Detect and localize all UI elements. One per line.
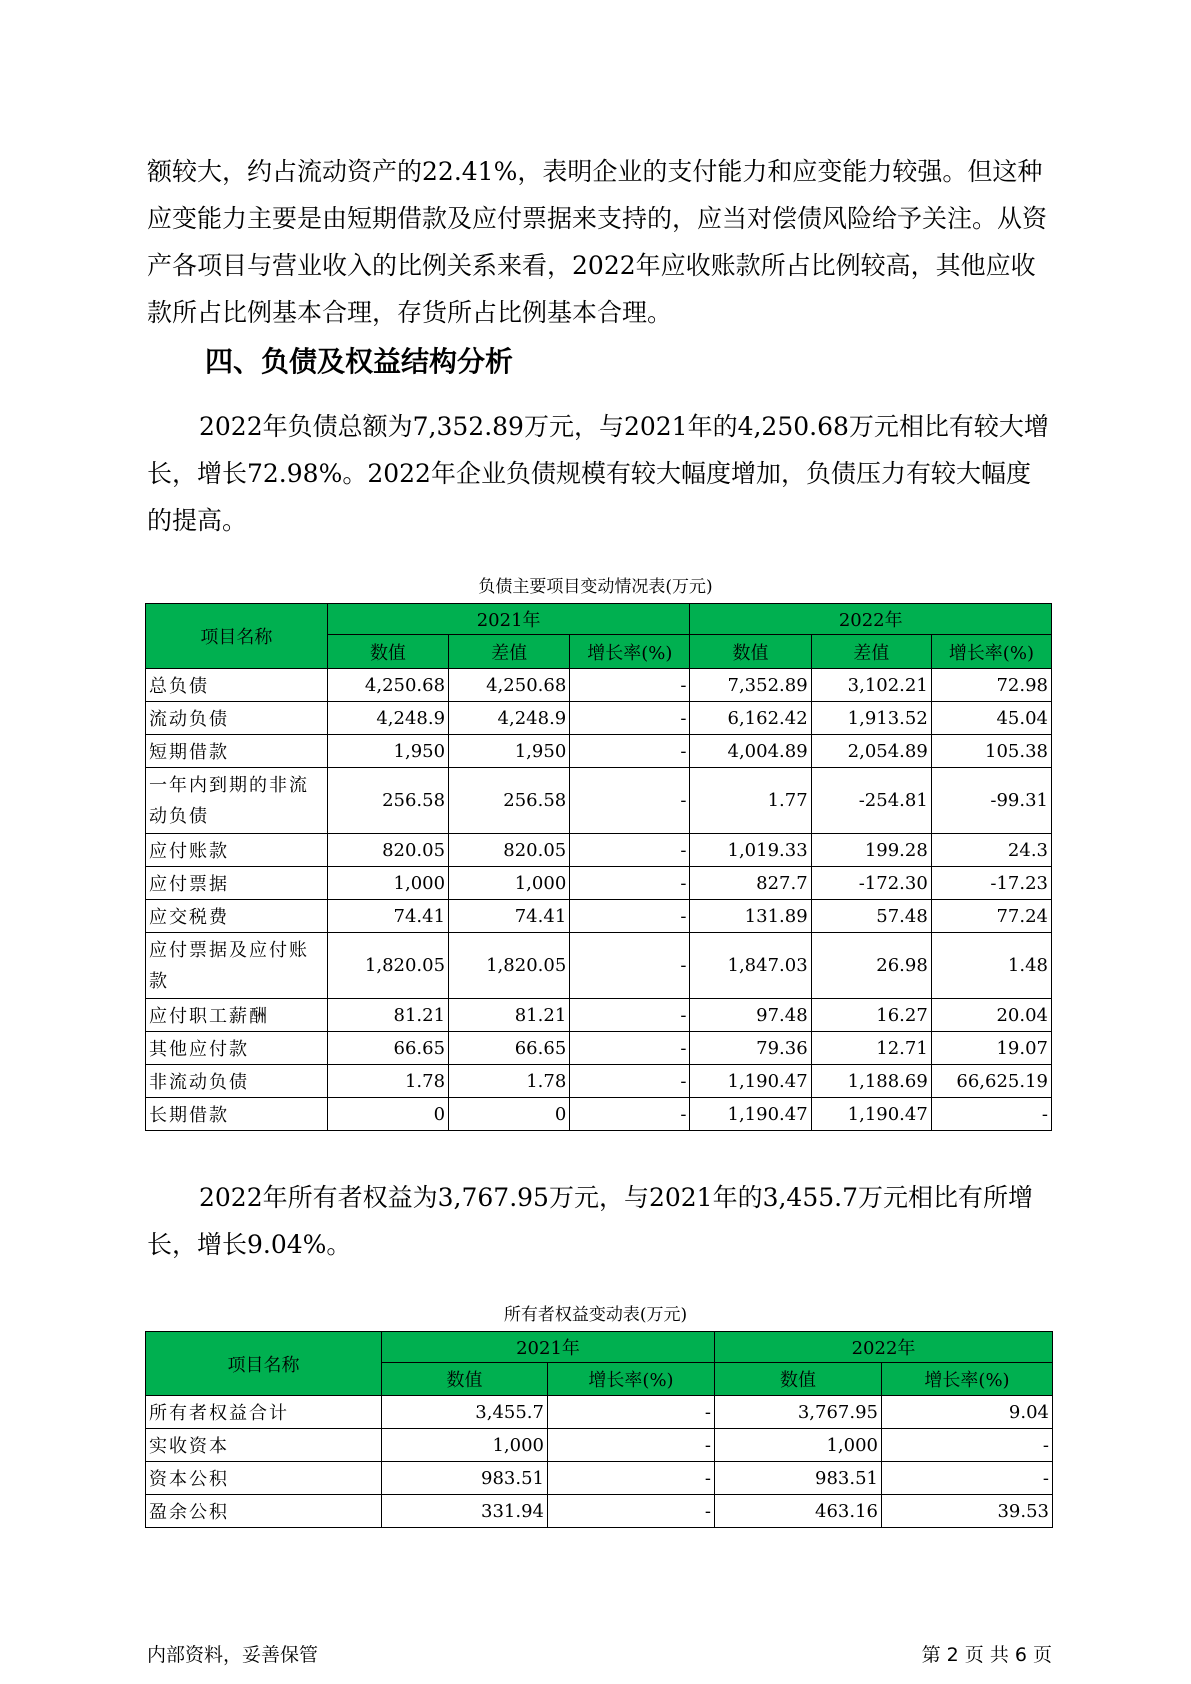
table-row: 应付职工薪酬 81.21 81.21 - 97.48 16.27 20.04 [146,999,1052,1032]
header-diff: 差值 [811,635,931,669]
table-row: 长期借款 0 0 - 1,190.47 1,190.47 - [146,1098,1052,1131]
table-row: 资本公积 983.51 - 983.51 - [146,1462,1053,1495]
table-row: 短期借款 1,950 1,950 - 4,004.89 2,054.89 105.38 [146,735,1052,768]
header-item-name: 项目名称 [146,1332,382,1396]
paragraph-asset-analysis: 额较大，约占流动资产的22.41%，表明企业的支付能力和应变能力较强。但这种应变能力主要是由短期借款及应付票据来支持的，应当对偿债风险给予关注。从资产各项目与营业收入的比例关系来看，2022年应收账款所占比例较高，其他应收款所占比例基本合理，存货所占比例基本合理。 [147,157,1048,327]
section-heading: 四、负债及权益结构分析 [205,345,514,378]
table-row: 实收资本 1,000 - 1,000 - [146,1429,1053,1462]
paragraph-equity-summary: 2022年所有者权益为3,767.95万元，与2021年的3,455.7万元相比有所增长，增长9.04%。 [147,1183,1033,1259]
table-row: 其他应付款 66.65 66.65 - 79.36 12.71 19.07 [146,1032,1052,1065]
header-growth-rate: 增长率(%) [548,1363,715,1396]
table-row: 一年内到期的非流动负债 256.58 256.58 - 1.77 -254.81 -99.31 [146,768,1052,834]
table-row: 盈余公积 331.94 - 463.16 39.53 [146,1495,1053,1528]
header-year-2021: 2021年 [382,1332,715,1363]
header-growth-rate: 增长率(%) [931,635,1051,669]
table-row: 应交税费 74.41 74.41 - 131.89 57.48 77.24 [146,900,1052,933]
header-value: 数值 [690,635,811,669]
table-row: 非流动负债 1.78 1.78 - 1,190.47 1,188.69 66,625.19 [146,1065,1052,1098]
header-value: 数值 [715,1363,882,1396]
table-row: 流动负债 4,248.9 4,248.9 - 6,162.42 1,913.52 45.04 [146,702,1052,735]
header-diff: 差值 [449,635,570,669]
table-row: 总负债 4,250.68 4,250.68 - 7,352.89 3,102.21 72.98 [146,669,1052,702]
paragraph-liability-summary: 2022年负债总额为7,352.89万元，与2021年的4,250.68万元相比有较大增长，增长72.98%。2022年企业负债规模有较大幅度增加，负债压力有较大幅度的提高。 [147,412,1049,535]
equity-table [145,1331,1053,1528]
header-value: 数值 [382,1363,548,1396]
footer-page-number: 第 2 页 共 6 页 [921,1644,1052,1666]
liability-table-caption: 负债主要项目变动情况表(万元) [478,577,713,597]
header-growth-rate: 增长率(%) [570,635,690,669]
header-growth-rate: 增长率(%) [882,1363,1053,1396]
table-row: 应付票据 1,000 1,000 - 827.7 -172.30 -17.23 [146,867,1052,900]
liability-table [145,603,1052,1131]
footer-confidential-note: 内部资料，妥善保管 [147,1644,319,1666]
table-row: 应付账款 820.05 820.05 - 1,019.33 199.28 24.3 [146,834,1052,867]
equity-table-caption: 所有者权益变动表(万元) [503,1305,688,1325]
header-item-name: 项目名称 [146,604,328,669]
header-year-2022: 2022年 [715,1332,1053,1363]
header-value: 数值 [327,635,448,669]
header-year-2022: 2022年 [690,604,1052,635]
table-row: 所有者权益合计 3,455.7 - 3,767.95 9.04 [146,1396,1053,1429]
header-year-2021: 2021年 [327,604,690,635]
table-row: 应付票据及应付账款 1,820.05 1,820.05 - 1,847.03 26.98 1.48 [146,933,1052,999]
